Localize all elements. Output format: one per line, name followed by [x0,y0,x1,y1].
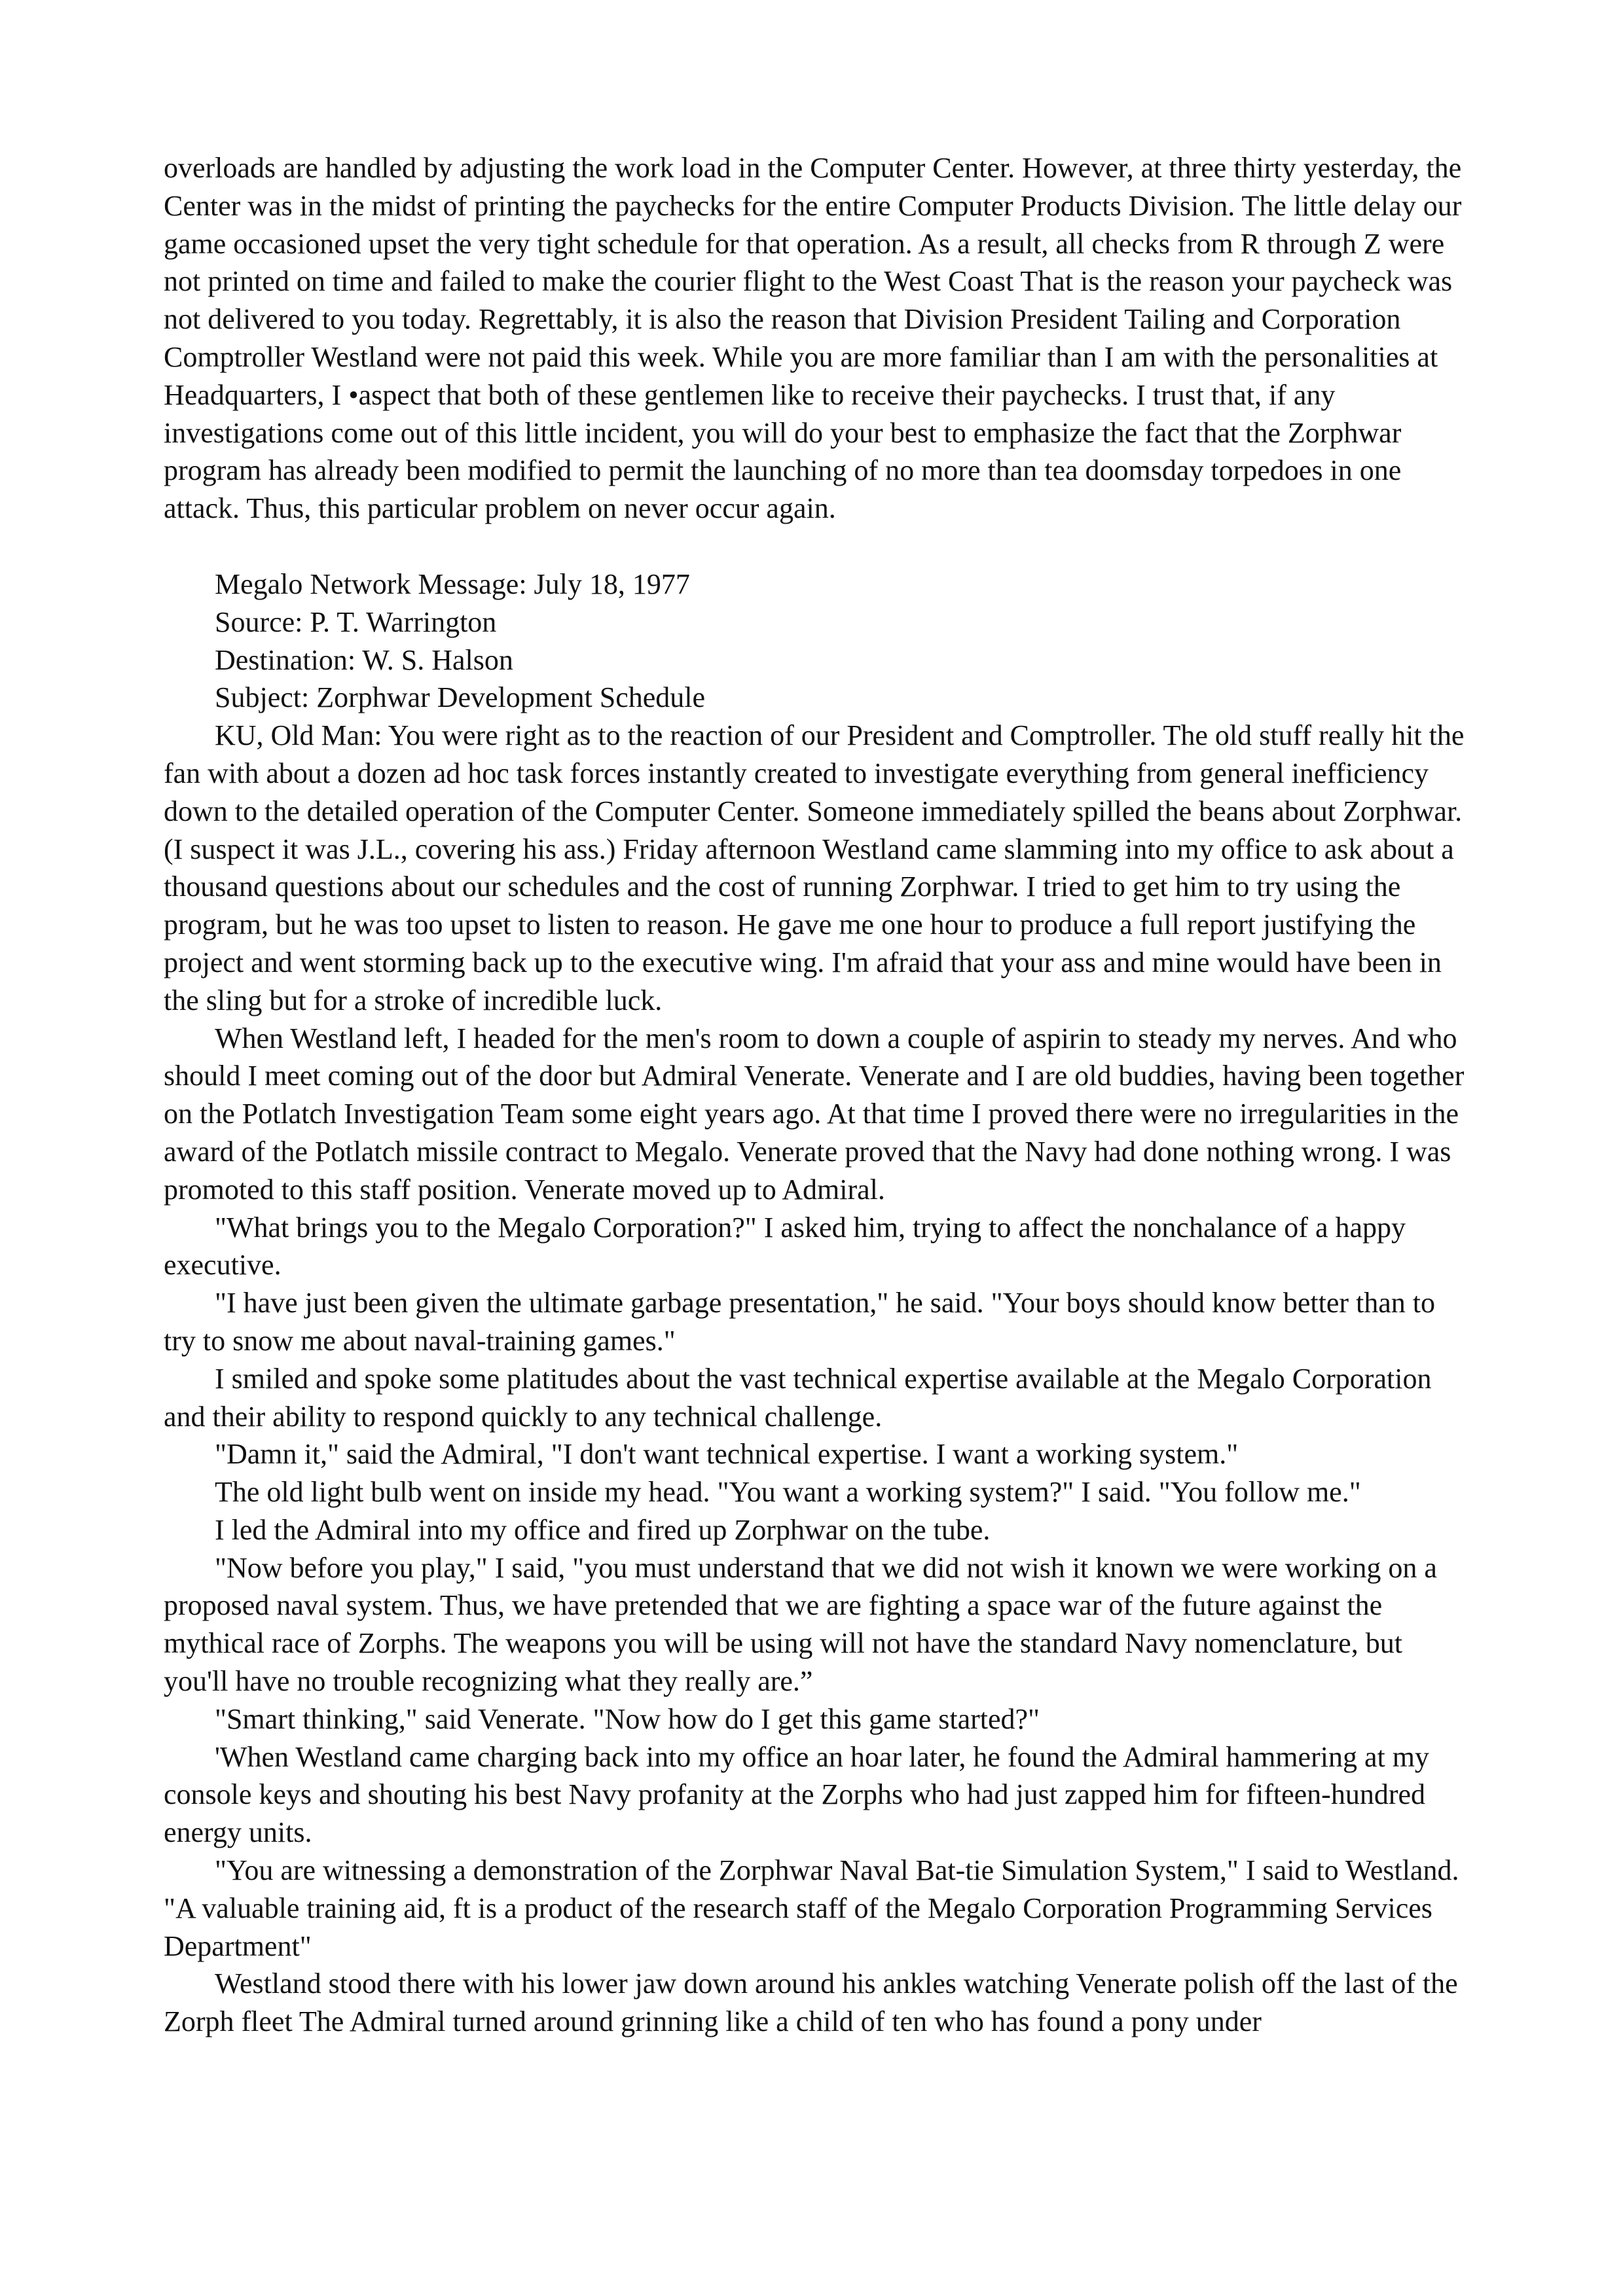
message-subject-line: Subject: Zorphwar Development Schedule [215,681,706,714]
body-paragraph: When Westland left, I headed for the men's room to down a couple of aspirin to steady my nerves. And who should I meet coming out of the door but Admiral Venerate. Venerate and I are old buddies, having been together on the Potlatch Investigation Team some eight years ago. At that time I proved there were no irregularities in the award of the Potlatch missile contract to Megalo. Venerate proved that the Navy had done nothing wrong. I was promoted to this staff position. Venerate moved up to Admiral. [164,1022,1465,1206]
message-destination-line: Destination: W. S. Halson [215,643,513,676]
body-paragraph: Westland stood there with his lower jaw down around his ankles watching Venerate polish off the last of the Zorph fleet The Admiral turned around grinning like a child of ten who has found a pony under [164,1967,1458,2038]
paragraph-gap [164,528,1470,565]
body-paragraph: "I have just been given the ultimate garbage presentation," he said. "Your boys should know better than to try to snow me about naval-training games." [164,1287,1436,1357]
body-paragraph: KU, Old Man: You were right as to the reaction of our President and Comptroller. The old stuff really hit the fan with about a dozen ad hoc task forces instantly created to investigate everything from general inefficiency down to the detailed operation of the Computer Center. Someone immediately spilled the beans about Zorphwar. (I suspect it was J.L., covering his ass.) Friday afternoon Westland came slamming into my office to ask about a thousand questions about our schedules and the cost of running Zorphwar. I tried to get him to try using the program, but he was too upset to listen to reason. He gave me one hour to produce a full report justifying the project and went storming back up to the executive wing. I'm afraid that your ass and mine would have been in the sling but for a stroke of incredible luck. [164,719,1465,1016]
opening-paragraph: overloads are handled by adjusting the work load in the Computer Center. However, at three thirty yesterday, the Center was in the midst of printing the paychecks for the entire Computer Products Division. The little delay our game occasioned upset the very tight schedule for that operation. As a result, all checks from R through Z were not printed on time and failed to make the courier flight to the West Coast That is the reason your paycheck was not delivered to you today. Regrettably, it is also the reason that Division President Tailing and Corporation Comptroller Westland were not paid this week. While you are more familiar than I am with the personalities at Headquarters, I •aspect that both of these gentlemen like to receive their paychecks. I trust that, if any investigations come out of this little incident, you will do your best to emphasize the fact that the Zorphwar program has already been modified to permit the launching of no more than tea doomsday torpedoes in one attack. Thus, this particular problem on never occur again. [164,152,1462,525]
message-body [164,717,1470,2041]
body-paragraph: "Damn it," said the Admiral, "I don't want technical expertise. I want a working system." [215,1438,1239,1471]
message-source-line: Source: P. T. Warrington [215,605,497,638]
body-paragraph: "Now before you play," I said, "you must understand that we did not wish it known we were working on a proposed naval system. Thus, we have pretended that we are fighting a space war of the future against the mythical race of Zorphs. The weapons you will be using will not have the standard Navy nomenclature, but you'll have no trouble recognizing what they really are.” [164,1551,1437,1698]
body-paragraph: "What brings you to the Megalo Corporation?" I asked him, trying to affect the nonchalance of a happy executive. [164,1211,1406,1282]
document-page [164,149,1470,2041]
body-paragraph: "Smart thinking," said Venerate. "Now how do I get this game started?" [215,1702,1040,1735]
body-paragraph: "You are witnessing a demonstration of the Zorphwar Naval Bat-tie Simulation System," I said to Westland. "A valuable training aid, ft is a product of the research staff of the Megalo Corporation Programming Services Department" [164,1854,1459,1962]
body-paragraph: 'When Westland came charging back into my office an hoar later, he found the Admiral hammering at my console keys and shouting his best Navy profanity at the Zorphs who had just zapped him for fifteen-hundred energy units. [164,1740,1429,1849]
body-paragraph: I led the Admiral into my office and fired up Zorphwar on the tube. [215,1513,991,1546]
message-network-line: Megalo Network Message: July 18, 1977 [215,567,690,600]
body-paragraph: The old light bulb went on inside my head. "You want a working system?" I said. "You follow me." [215,1476,1361,1509]
message-header [164,565,1470,717]
body-paragraph: I smiled and spoke some platitudes about the vast technical expertise available at the Megalo Corporation and their ability to respond quickly to any technical challenge. [164,1362,1432,1433]
